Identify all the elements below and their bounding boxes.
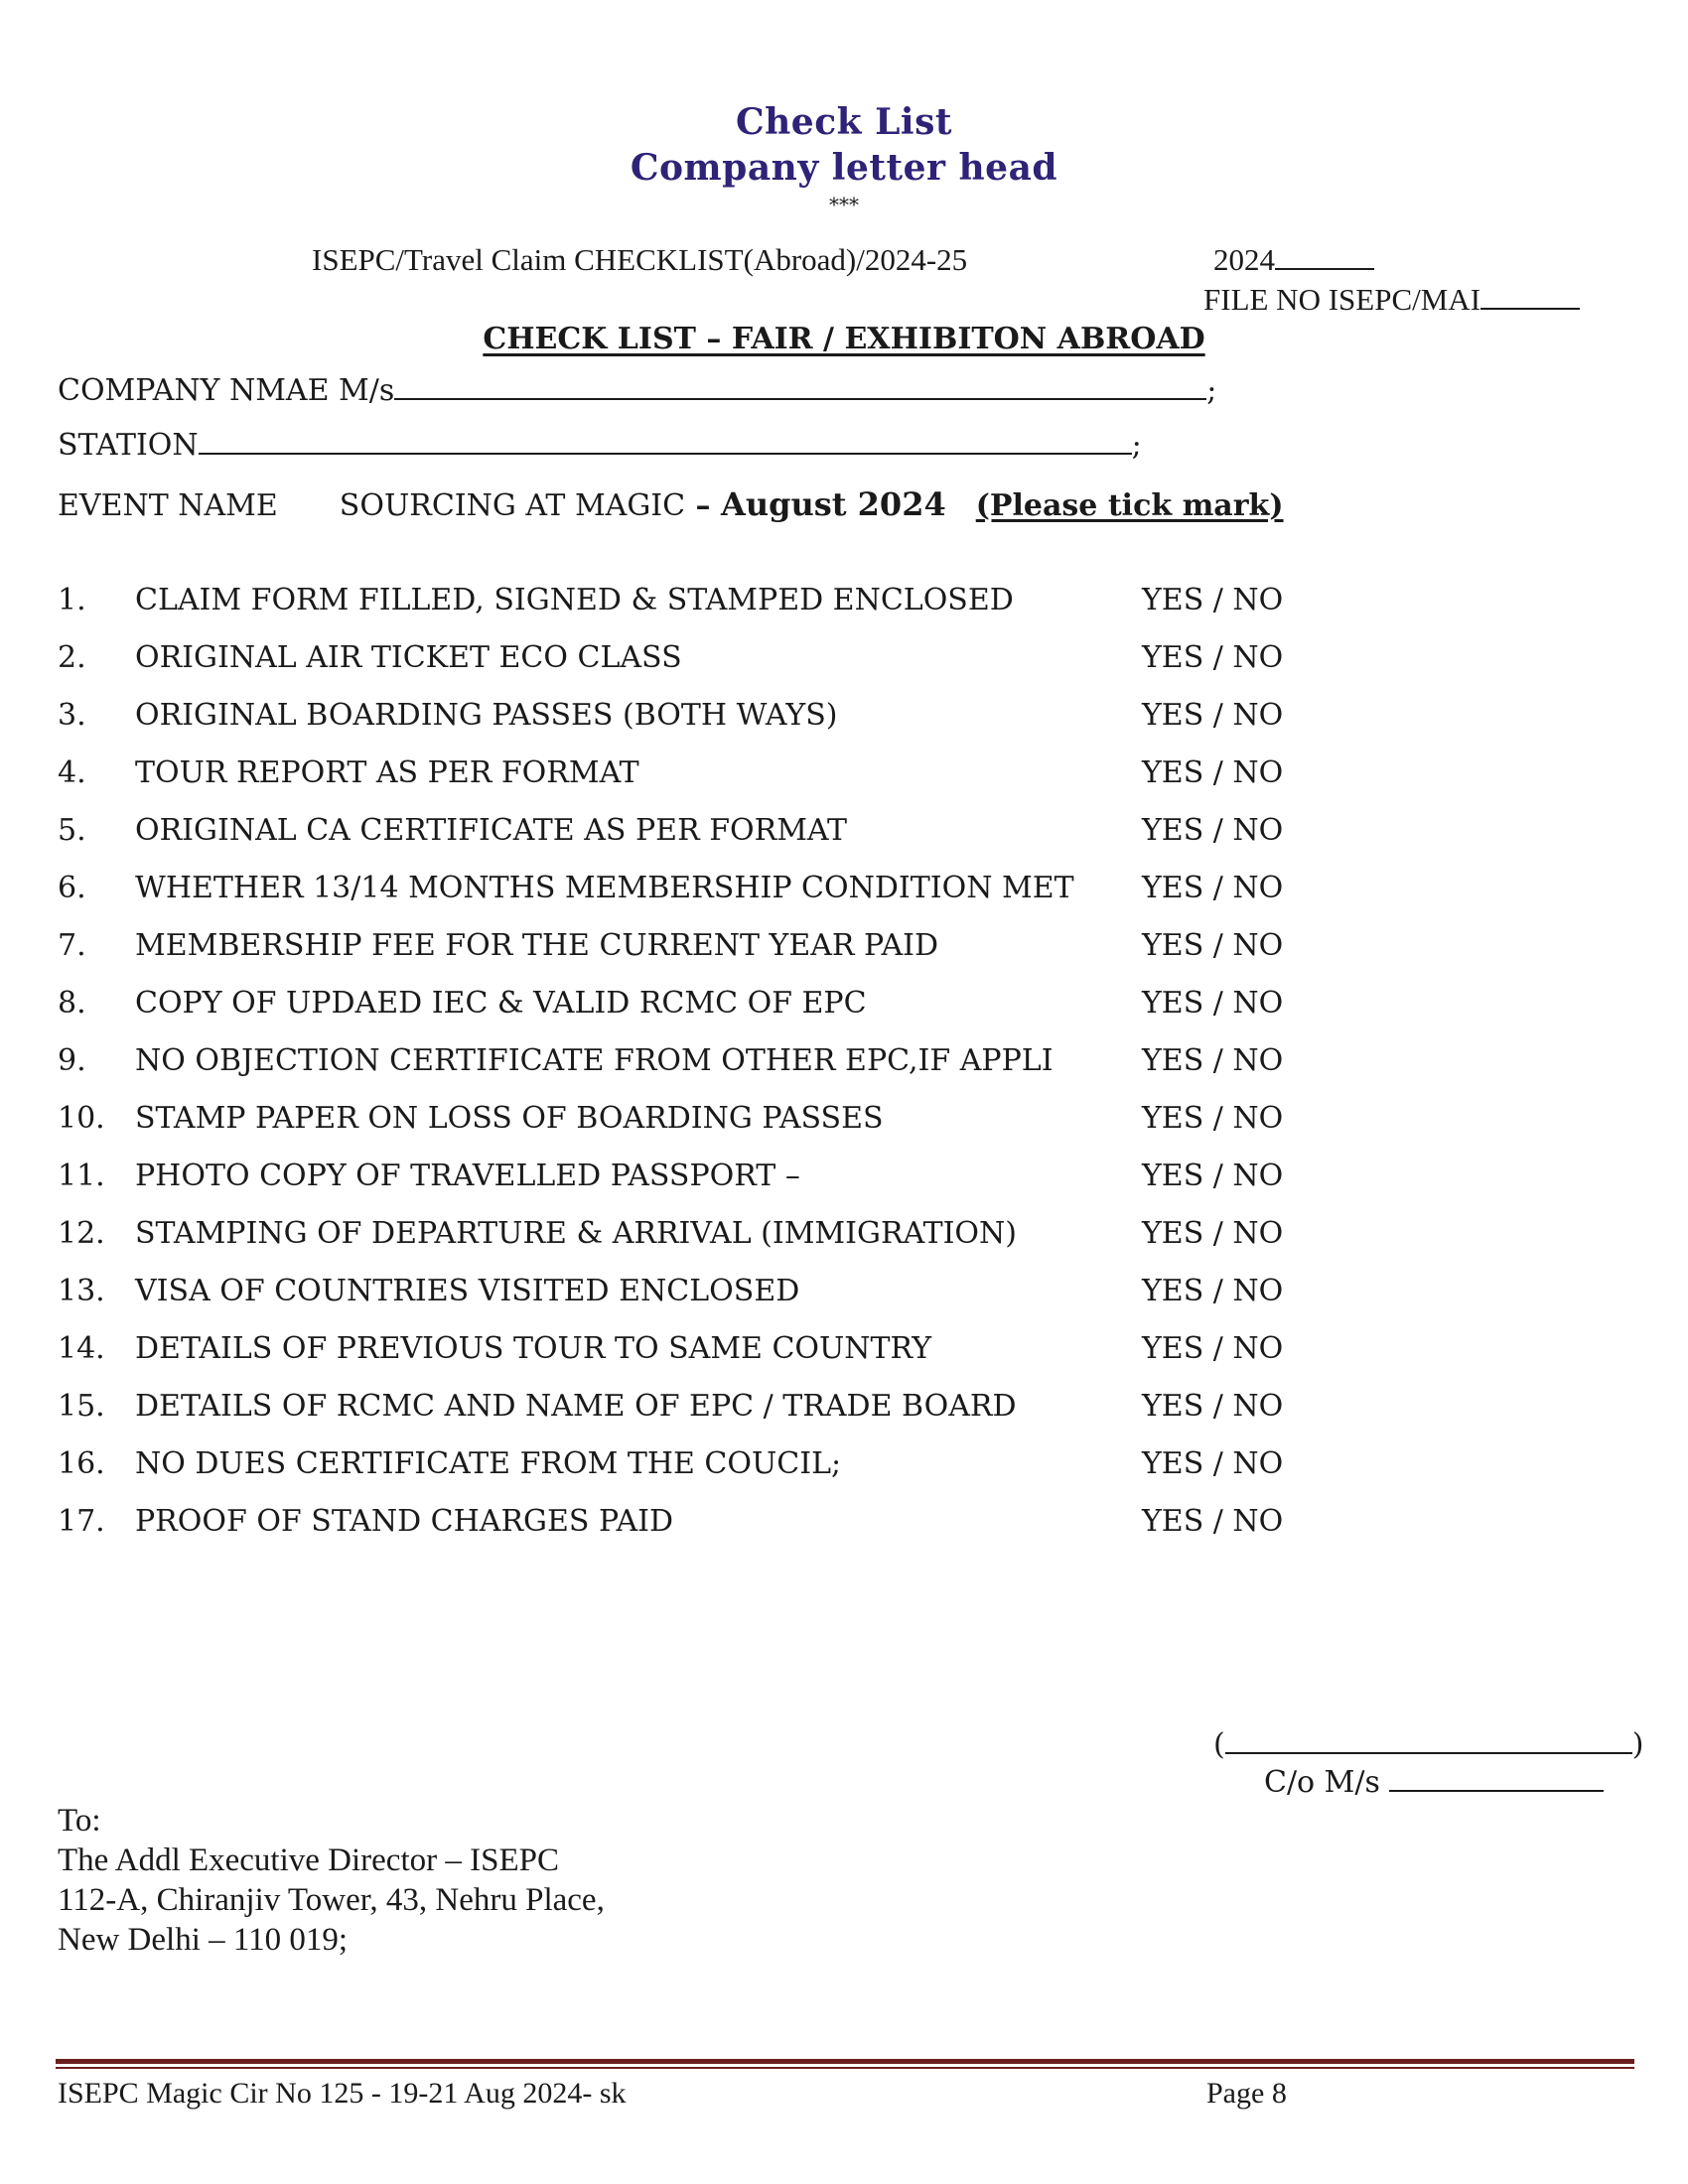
tick-mark-note: (Please tick mark) bbox=[975, 488, 1284, 523]
item-text: PHOTO COPY OF TRAVELLED PASSPORT – bbox=[135, 1159, 800, 1193]
yes-no-option[interactable]: YES / NO bbox=[1142, 698, 1284, 733]
checklist-item bbox=[58, 928, 1348, 972]
checklist-item bbox=[58, 1446, 1348, 1490]
date-blank bbox=[1275, 267, 1374, 270]
checklist-item bbox=[58, 640, 1348, 684]
date-year: 2024 bbox=[1213, 242, 1275, 277]
item-text: DETAILS OF RCMC AND NAME OF EPC / TRADE BOARD bbox=[135, 1389, 1017, 1424]
yes-no-option[interactable]: YES / NO bbox=[1142, 1159, 1284, 1193]
item-number: 8. bbox=[58, 986, 86, 1021]
item-text: ORIGINAL AIR TICKET ECO CLASS bbox=[135, 640, 682, 675]
event-month: August 2024 bbox=[720, 485, 946, 523]
event-row bbox=[58, 485, 1284, 523]
yes-no-option[interactable]: YES / NO bbox=[1142, 986, 1284, 1021]
company-name-line bbox=[394, 397, 1206, 400]
item-number: 4. bbox=[58, 755, 86, 790]
station-line bbox=[199, 452, 1132, 455]
signature-field[interactable] bbox=[1213, 1727, 1643, 1762]
event-label: EVENT NAME bbox=[58, 488, 278, 523]
station-end: ; bbox=[1131, 428, 1142, 463]
file-number-label: FILE NO ISEPC/MAI bbox=[1203, 282, 1481, 317]
checklist-heading: CHECK LIST – FAIR / EXHIBITON ABROAD bbox=[483, 322, 1205, 356]
item-number: 3. bbox=[58, 698, 86, 733]
item-number: 13. bbox=[58, 1274, 105, 1308]
separator-stars: *** bbox=[829, 193, 859, 216]
yes-no-option[interactable]: YES / NO bbox=[1142, 1043, 1284, 1078]
company-name-label: COMPANY NMAE M/s bbox=[58, 373, 395, 408]
reference-number: ISEPC/Travel Claim CHECKLIST(Abroad)/2024-25 bbox=[312, 242, 968, 277]
item-number: 7. bbox=[58, 928, 86, 963]
item-number: 1. bbox=[58, 583, 86, 617]
checklist-item bbox=[58, 1101, 1348, 1145]
page-title: Check List bbox=[735, 101, 952, 143]
yes-no-option[interactable]: YES / NO bbox=[1142, 1101, 1284, 1136]
file-number-blank bbox=[1480, 307, 1580, 310]
yes-no-option[interactable]: YES / NO bbox=[1142, 583, 1284, 617]
station-label: STATION bbox=[58, 428, 199, 463]
date-field[interactable] bbox=[1213, 242, 1374, 278]
item-number: 2. bbox=[58, 640, 86, 675]
checklist-item bbox=[58, 1274, 1348, 1317]
checklist-item bbox=[58, 755, 1348, 799]
item-number: 6. bbox=[58, 871, 86, 905]
item-number: 12. bbox=[58, 1216, 105, 1251]
yes-no-option[interactable]: YES / NO bbox=[1142, 928, 1284, 963]
item-text: STAMP PAPER ON LOSS OF BOARDING PASSES bbox=[135, 1101, 884, 1136]
item-text: VISA OF COUNTRIES VISITED ENCLOSED bbox=[135, 1274, 800, 1308]
item-number: 9. bbox=[58, 1043, 86, 1078]
checklist-item bbox=[58, 583, 1348, 626]
address-line-3: New Delhi – 110 019; bbox=[58, 1922, 349, 1958]
item-text: STAMPING OF DEPARTURE & ARRIVAL (IMMIGRATION) bbox=[135, 1216, 1017, 1251]
checklist-item bbox=[58, 813, 1348, 857]
checklist-item bbox=[58, 698, 1348, 742]
item-number: 15. bbox=[58, 1389, 105, 1424]
yes-no-option[interactable]: YES / NO bbox=[1142, 1504, 1284, 1539]
station-field[interactable] bbox=[58, 428, 1142, 463]
yes-no-option[interactable]: YES / NO bbox=[1142, 1331, 1284, 1366]
checklist-item bbox=[58, 871, 1348, 914]
event-name: SOURCING AT MAGIC bbox=[339, 488, 686, 523]
care-of-line bbox=[1389, 1789, 1604, 1792]
item-number: 17. bbox=[58, 1504, 105, 1539]
checklist-item bbox=[58, 986, 1348, 1029]
page-number: Page 8 bbox=[1206, 2077, 1287, 2110]
yes-no-option[interactable]: YES / NO bbox=[1142, 1389, 1284, 1424]
footer-rule-thin bbox=[56, 2067, 1634, 2069]
care-of-label: C/o M/s bbox=[1264, 1765, 1380, 1800]
footer-rule-thick bbox=[56, 2059, 1634, 2064]
checklist-item bbox=[58, 1159, 1348, 1202]
checklist-item bbox=[58, 1389, 1348, 1433]
yes-no-option[interactable]: YES / NO bbox=[1142, 640, 1284, 675]
item-text: DETAILS OF PREVIOUS TOUR TO SAME COUNTRY bbox=[135, 1331, 932, 1366]
page-subtitle: Company letter head bbox=[630, 147, 1058, 189]
item-number: 5. bbox=[58, 813, 86, 848]
event-dash: – bbox=[685, 488, 721, 523]
item-text: NO OBJECTION CERTIFICATE FROM OTHER EPC,IF APPLI bbox=[135, 1043, 1054, 1078]
signature-close-paren: ) bbox=[1631, 1727, 1644, 1762]
item-number: 11. bbox=[58, 1159, 105, 1193]
checklist-item bbox=[58, 1216, 1348, 1260]
signature-line bbox=[1225, 1751, 1632, 1754]
address-line-1: The Addl Executive Director – ISEPC bbox=[58, 1843, 559, 1878]
checklist-item bbox=[58, 1504, 1348, 1548]
item-number: 10. bbox=[58, 1101, 105, 1136]
item-text: WHETHER 13/14 MONTHS MEMBERSHIP CONDITION MET bbox=[135, 871, 1074, 905]
item-text: NO DUES CERTIFICATE FROM THE COUCIL; bbox=[135, 1446, 842, 1481]
to-label: To: bbox=[58, 1803, 101, 1839]
item-text: CLAIM FORM FILLED, SIGNED & STAMPED ENCLOSED bbox=[135, 583, 1014, 617]
company-name-end: ; bbox=[1206, 373, 1217, 408]
care-of-field[interactable] bbox=[1264, 1765, 1604, 1800]
checklist-item bbox=[58, 1043, 1348, 1087]
item-text: COPY OF UPDAED IEC & VALID RCMC OF EPC bbox=[135, 986, 867, 1021]
signature-open-paren: ( bbox=[1213, 1727, 1225, 1762]
item-text: ORIGINAL BOARDING PASSES (BOTH WAYS) bbox=[135, 698, 838, 733]
item-text: TOUR REPORT AS PER FORMAT bbox=[135, 755, 639, 790]
item-text: MEMBERSHIP FEE FOR THE CURRENT YEAR PAID bbox=[135, 928, 939, 963]
yes-no-option[interactable]: YES / NO bbox=[1142, 813, 1284, 848]
company-name-field[interactable] bbox=[58, 373, 1216, 408]
yes-no-option[interactable]: YES / NO bbox=[1142, 1274, 1284, 1308]
item-text: ORIGINAL CA CERTIFICATE AS PER FORMAT bbox=[135, 813, 847, 848]
address-line-2: 112-A, Chiranjiv Tower, 43, Nehru Place, bbox=[58, 1882, 605, 1918]
checklist-item bbox=[58, 1331, 1348, 1375]
footer-circular: ISEPC Magic Cir No 125 - 19-21 Aug 2024- sk bbox=[58, 2077, 627, 2110]
item-number: 16. bbox=[58, 1446, 105, 1481]
item-number: 14. bbox=[58, 1331, 105, 1366]
yes-no-option[interactable]: YES / NO bbox=[1142, 871, 1284, 905]
yes-no-option[interactable]: YES / NO bbox=[1142, 1446, 1284, 1481]
item-text: PROOF OF STAND CHARGES PAID bbox=[135, 1504, 674, 1539]
file-number-field[interactable] bbox=[1203, 282, 1580, 318]
yes-no-option[interactable]: YES / NO bbox=[1142, 1216, 1284, 1251]
yes-no-option[interactable]: YES / NO bbox=[1142, 755, 1284, 790]
